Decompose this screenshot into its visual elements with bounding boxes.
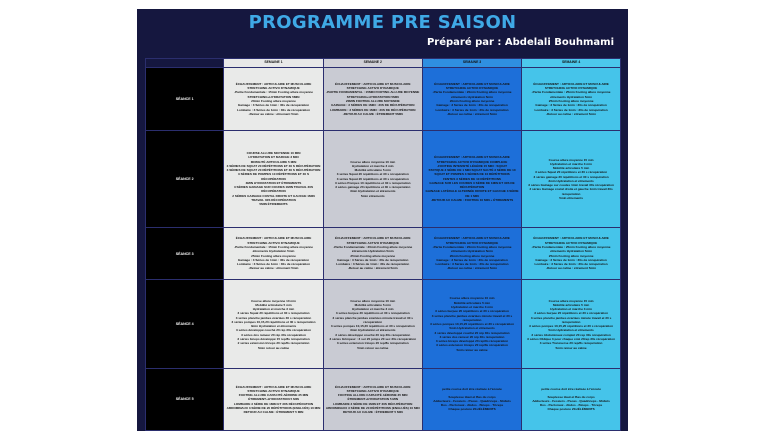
author-line: Préparé par : Abdelali Bouhmami [426, 37, 614, 48]
session-line: GAINAGE SUR LES COUDES 3 SÉRIE DE 1MIN ET 30S DE RÉCUPÉRATION [429, 180, 515, 190]
session-line: ÉCHAUFFEMENT : ARTICULAIRE ET MUSCULAIRE [235, 81, 312, 86]
session-line: 3min Hydratation et étirements [350, 189, 396, 194]
session-line: GAINAGE LATÉRALE ALTERNÉE DROITE ET GAUCHE 3 SÉRIE DE 1 MIN [425, 189, 519, 198]
session-cell [323, 280, 422, 368]
session-line: étirements Hydratation 5min [550, 249, 592, 254]
session-line: 5min étirements [360, 193, 385, 198]
session-line: 3 séries pompes 10,15,20 répétitions et 30 s récupération [430, 322, 514, 327]
session-line: -Retour au calme : étirement 5min [248, 111, 299, 116]
session-cell [224, 368, 323, 430]
session-text [326, 236, 420, 270]
session-line: 25min Footing allure moyenne [548, 253, 594, 258]
header-row [146, 59, 621, 68]
session-line: 3 séries burpee 20 répétitions et 30 s récupération [534, 311, 608, 316]
session-line: Gainage : 3 Séries de 1min : 30s de récupération [535, 257, 607, 262]
session-line: ÉTIREMENT+HYDRATATION 5 MIN [248, 397, 299, 402]
session-line: 20min Footing allure moyenne [449, 253, 495, 258]
session-text [524, 236, 618, 270]
session-line: 3 séries burpee 20 répétitions et 30 s récupération [335, 311, 410, 316]
session-line: 25min Footing allure moyenne [548, 99, 594, 104]
session-line: RETOUR AU CALME : ÉTIREMENT 5 MIN [243, 410, 304, 415]
session-text [226, 151, 320, 206]
session-line: Chaque posture 20s/ÉLÉMENTS [547, 407, 595, 412]
session-line: ABDOMINAUX 3 SÉRIE DE 20 RÉPÉTITIONS (ENGLUÉS) 10 MIN [226, 405, 321, 410]
session-line: 3 séries planche jambes écartées minute travail et 30 s récupération [431, 313, 513, 322]
session-line: Course allure moyenne 10 min [350, 298, 396, 303]
session-line: Mobilité articulaire 5 min [552, 302, 590, 307]
session-line: Adducteurs - Fessiers - Psoas - Quadriceps - Mollets [532, 398, 610, 403]
session-text [226, 236, 320, 270]
session-cell [224, 131, 323, 228]
session-cell [323, 227, 422, 280]
seance-row [146, 68, 621, 131]
session-line: 3 séries pompes 10,15,20 répétitions et 30 s récupération [529, 324, 614, 329]
session-line: 5min Hydratation et étirements [548, 328, 594, 333]
session-line: Souplesse Haut et Bas du corps [448, 394, 496, 399]
seance-label: SÉANCE 5 [146, 368, 224, 430]
session-line: -Retour au calme : étirement 5min [447, 266, 497, 271]
session-cell [522, 131, 621, 228]
session-line: 5min retour au calme [456, 347, 488, 352]
session-line: STRETCHING ACTIVO DYNAMIQUE [346, 86, 399, 91]
session-line: petite course doit être réalisée à l'écoute [442, 387, 502, 392]
session-line: 2 séries Gainage costal droite et gauche 1min travail 30s récupération [529, 187, 613, 196]
session-line: -RETOUR AU CALME : FOOTING 10 MIN + ÉTIREMENTS [430, 198, 514, 203]
session-line: 3 séries Oblique 3 pour chaque coté 20rep 30s récupération [527, 337, 616, 341]
session-line: 3 séries extension triceps 20 rep/8s récupération [436, 343, 508, 348]
session-line: 3MIN HYDRATATION ET ÉTIREMENTS [245, 180, 302, 185]
session-line: GAINAGE : 3 SÉRIES DE 1MIN : 30S DE RÉCUPÉRATION [331, 103, 415, 108]
session-line: étirements Hydratation 5min [351, 249, 394, 254]
session-line: étirements Hydratation 5min [451, 249, 493, 254]
session-line: 3 séries planche jambes écartées minute travail et 30 s récupération [530, 315, 612, 324]
session-line: FOOTING ALLURE CAPACITÉ AÉROBIE 35 MIN [338, 393, 408, 398]
session-line: Hydratation et marche 3 min [351, 307, 394, 312]
session-line: MOBILITÉ ARTICULAIRE 5 MIN [250, 159, 297, 164]
session-line: 3 SÉRIES DE SQUAT 20 RÉPÉTITIONS ET 30 S RÉCUPÉRATION [226, 163, 321, 168]
session-line: Course allure moyenne 15 min [548, 157, 594, 162]
session-line: -Partie Fondamentale : 15min Footing allure moyenne [234, 90, 313, 95]
session-text [326, 82, 420, 116]
session-line: LOMBAIRE : 3 SÉRIES DE 1MIN : 30S DE RÉCUPÉRATION [330, 107, 416, 112]
session-line: Hydratation et marche 3 min [451, 305, 493, 310]
seance-row [146, 368, 621, 430]
session-line: STRETCHING ACTIVO DYNAMIQUE [445, 86, 499, 91]
session-line: 3min Hydratation et étirements [250, 324, 297, 329]
session-line: 3 séries Transverse 20 rep/8s récupération [539, 341, 603, 346]
session-line: SQUAT ET POMPES 3 SÉRIES DE 10 RÉPÉTITIONS [434, 172, 510, 177]
session-line: 20min Footing allure moyenne [251, 99, 296, 104]
session-line: Dos - Pectoraux - Abdos - Biceps - Triceps [539, 403, 603, 408]
session-line: ÉCHAUFFEMENT : ARTICULAIRE ET MUSCULAIRE [335, 236, 411, 241]
session-cell [422, 227, 521, 280]
session-line: 3 séries planche jambes écartées minute travail et 30 s récupération [332, 315, 414, 324]
session-line: STRETCHING ACTIVO DYNAMIQUE [247, 240, 300, 245]
session-line: ÉCHAUFFEMENT : ARTICULAIRE ET MUSCULAIRE [235, 236, 312, 241]
session-line: 5min retour au calme [257, 345, 290, 350]
session-line: Course allure moyenne 10 min [251, 298, 296, 303]
session-line: -Retour au calme : étirement 5min [347, 266, 398, 271]
session-line: -PARTIE FONDAMENTAL : 15MIN FOOTING ALLURE MOYENNE [326, 90, 420, 95]
session-line: 3 séries burpee 20 répétitions et 30 s récupération [435, 309, 509, 314]
session-line: FOOTING ALLURE CAPACITÉ AÉROBIE 35 MIN [238, 393, 309, 398]
session-line: Mobilité articulaire 5 min [453, 300, 491, 305]
session-line: 2 séries extension triceps 20 rep/8s récupération [237, 341, 310, 346]
session-line: 20MIN FOOTING ALLURE MOYENNE [345, 99, 400, 104]
session-line: STRETCHING ACTIVO DYNAMIQUE [247, 86, 300, 91]
session-line: Adducteurs - Fessiers - Psoas - Quadriceps - Mollets [433, 398, 511, 403]
session-line: 25min Footing allure moyenne [251, 253, 296, 258]
session-line: Course allure moyenne 10 min [350, 159, 396, 164]
session-line: 2 SÉRIES GAINAGE COSTAL DROITE ET GAUCHE 1MIN TRAVAIL 30S RÉCUPÉRATION [232, 193, 315, 203]
session-line: 3 séries Pompes 10 répétitions et 30 s récupération [335, 180, 411, 185]
session-cell [422, 280, 521, 368]
session-line: petite course doit être réalisée à l'écoute [541, 387, 601, 392]
session-text [524, 299, 618, 350]
session-cell [422, 368, 521, 430]
session-line: Hydratation et marche 3 min [550, 161, 592, 166]
session-cell [422, 131, 521, 228]
session-line: STRETCHING+HYDRATATION 5MIN [346, 94, 399, 99]
session-line: STRETCHING+HYDRATATION 5MIN [247, 94, 300, 99]
session-line: 3 séries Squat 20 répétitions et 30 s récupération [336, 176, 409, 181]
session-line: -Partie Fondamentale : 20min Footing allure moyenne [432, 90, 512, 95]
session-line: -FOOTING INTENSITÉ LÉGÈRE 15 MIN : SQUAT [437, 163, 507, 168]
session-cell [522, 68, 621, 131]
session-line: 3 séries gainage 30 répétitions et 30 s récupération [533, 174, 609, 179]
session-line: 3 séries Squat 20 répétitions et 30 s récupération [336, 172, 409, 177]
session-line: 5min Hydratation et étirements [449, 326, 495, 331]
session-line: STRETCHING ACTIVO DYNAMIQUE [445, 240, 499, 245]
session-line: STRETCHING ACTIVO DYNAMIQUE [247, 388, 300, 393]
session-text [226, 385, 320, 415]
session-text [524, 82, 618, 116]
session-line: -Retour au calme : étirement 5min [546, 111, 597, 116]
week-header: SEMAINE 1 [224, 59, 323, 68]
session-text [425, 296, 519, 351]
session-line: LOMBAIRE 3 SÉRIE DE 1MIN ET 30S RÉCUPÉRATION [233, 401, 314, 406]
session-line: -Retour au calme : étirement 5min [546, 266, 597, 271]
session-line: 3 séries gainage 20 répétitions et 30 s récupération [335, 185, 411, 190]
session-line: Lombaire : 3 Séries de 1min : 30s de récupération [336, 262, 410, 267]
session-cell [224, 227, 323, 280]
session-line: Hydratation et marche 3 min [550, 307, 592, 312]
session-line: STRETCHING ACTIVO DYNAMIQUE [346, 388, 399, 393]
session-cell [422, 68, 521, 131]
session-line: -RETOUR AU CALME : ÉTIREMENT 5MIN [342, 111, 403, 116]
session-line: 3 séries développé couché 20 rép 30s récupération [434, 330, 510, 335]
session-text [226, 82, 320, 116]
session-line: Course allure moyenne 15 min [548, 298, 594, 303]
session-line: STATIQUE 3 SÉRIE DE 1 MIN SQUAT SAUTÉ 3 SÉRIE DE 10 [428, 168, 516, 173]
session-line: STRETCHING ACTIVO DYNAMIQUE [346, 240, 399, 245]
session-text [425, 236, 519, 270]
session-line: -Partie Fondamentale : 20min Footing allure moyenne [432, 245, 512, 250]
session-line: Souplesse Haut et Bas du corps [547, 394, 595, 399]
session-line: Gainage : 3 Séries de 1min : 30s de récupération [237, 257, 310, 262]
session-line: 3 SÉRIES GAINAGE SUR COUDES 1MIN TRAVAIL 30S RÉCUPÉRATION [233, 185, 314, 194]
session-text [524, 387, 618, 411]
session-line: 5MIN ÉTIREMENTS [259, 202, 288, 207]
session-line: 3 séries pompes 10,15,20 répétitions et 30 s récupération [330, 324, 415, 329]
session-line: -Partie Fondamentale : 25min Footing allure moyenne [531, 245, 611, 250]
session-line: -Partie Fondamentale : 20min Footing allure moyenne [333, 245, 413, 250]
seance-label: SÉANCE 3 [146, 227, 224, 280]
session-line: FENTES 3 SÉRIES DE 10 RÉPÉTITIONS [443, 176, 501, 181]
session-text [326, 299, 420, 350]
session-line: Gainage : 3 Séries de 1min : 30s de récupération [237, 103, 310, 108]
session-cell [323, 131, 422, 228]
session-line: 3min Hydratation et étirements [548, 178, 594, 183]
session-line: LOMBAIRE 3 SÉRIE DE 1MIN ET 30S RÉCUPÉRATION [333, 401, 413, 406]
program-table [145, 58, 621, 431]
session-text [524, 158, 618, 201]
session-cell [224, 280, 323, 368]
session-line: RETOUR AU CALME : ÉTIREMENT 5 MIN [342, 410, 403, 415]
week-header: SEMAINE 3 [422, 59, 521, 68]
seance-row [146, 280, 621, 368]
session-text [425, 82, 519, 116]
session-line: 3 séries Grimpeur : 3 sur 20 jumps 20 sec 30s récupération [329, 337, 417, 341]
session-line: ÉCHAUFFEMENT : ARTICULAIRE ET MUSCULAIRE [335, 81, 411, 86]
session-line: Dos - Pectoraux - Abdos - Biceps - Triceps [440, 403, 504, 408]
session-line: ÉCHAUFFEMENT : ARTICULAIRE ET MUSCULAIRE [434, 155, 510, 160]
seance-row [146, 131, 621, 228]
session-line: Lombaire : 3 Séries de 1min : 30s de récupération [435, 262, 509, 267]
session-line: Gainage : 3 Séries de 1min : 30s de récupération [436, 257, 508, 262]
session-line: 3 séries dos rameur 20 rép 30s récupération [439, 334, 505, 339]
session-line: -Partie Fondamentale : 15min Footing allure moyenne [234, 245, 313, 250]
session-line: 5min retour au calme [357, 345, 389, 350]
session-line: Mobilité articulaire 5 min [552, 166, 590, 171]
session-line: Course allure moyenne 10 min [449, 296, 495, 301]
session-line: Gainage : 3 Séries de 1min : 30s de récupération [535, 103, 607, 108]
session-text [425, 155, 519, 202]
seance-row [146, 227, 621, 280]
session-line: ÉCHAUFFEMENT : ARTICULAIRE ET MUSCULAIRE [434, 236, 510, 241]
session-line: ÉCHAUFFEMENT : ARTICULAIRE ET MUSCULAIRE [434, 81, 510, 86]
session-cell [522, 280, 621, 368]
session-line: Lombaire : 3 Séries de 1min : 30s de récupération [534, 262, 608, 267]
session-line: 3 séries extension triceps 20 rep/8s récupération [336, 341, 409, 346]
session-line: 20min Footing allure moyenne [449, 99, 495, 104]
session-line: 3 séries Squat 20 répétitions et 30 s récupération [535, 170, 608, 175]
session-line: Gainage : 3 Séries de 1min : 30s de récupération [337, 257, 409, 262]
session-line: Mobilité articulaire 5 min [354, 168, 391, 173]
session-line: -Partie Fondamentale : 25min Footing allure moyenne [531, 90, 611, 95]
session-line: Hydratation et marche 3 min [351, 163, 394, 168]
session-cell [323, 68, 422, 131]
program-sheet [137, 9, 628, 431]
session-line: étirements Hydratation 5min [550, 94, 592, 99]
session-line: 3 séries biceps développé 20 rep/8s récupération [435, 339, 509, 344]
session-line: HYDRATATION ET MARCHE 3 MIN [248, 155, 299, 160]
session-line: STRETCHING ACTIVO DYNAMIQUE [544, 86, 598, 91]
session-line: 3 séries développé couché 20 rép 30s récupération [236, 328, 311, 333]
corner-cell [146, 59, 224, 68]
session-line: 3 séries Squat 20 répétitions et 30 s récupération [237, 311, 310, 316]
session-line: Lombaire : 3 Séries de 1min : 30s de récupération [236, 107, 311, 112]
page-title: PROGRAMME PRE SAISON [248, 12, 517, 33]
session-line: ÉTIREMENT+HYDRATATION 5 MIN [347, 397, 399, 402]
session-line: Lombaire : 3 Séries de 1min : 30s de récupération [236, 262, 311, 267]
session-line: 3 SÉRIES DE POMPES 10 RÉPÉTITIONS ET 30 S RÉCUPÉRATION [238, 172, 310, 181]
session-line: ABDOMINAUX 3 SÉRIE DE 20 RÉPÉTITIONS (ENGLUÉS) 10 MIN [325, 405, 420, 410]
session-line: ÉCHAUFFEMENT : ARTICULAIRE ET MUSCULAIRE [533, 81, 609, 86]
session-line: 3 séries pompes 10,15,20 répétitions et 30 s récupération [231, 319, 316, 324]
session-line: 5min étirements [559, 195, 583, 200]
session-line: 3 séries biceps développé 15 rep/8s récupération [237, 337, 310, 341]
seance-label: SÉANCE 2 [146, 131, 224, 228]
session-cell [323, 368, 422, 430]
session-cell [522, 368, 621, 430]
session-line: Chaque posture 20s/ÉLÉMENTS [448, 407, 496, 412]
session-line: Mobilité articulaire 5 min [354, 302, 391, 307]
session-line: -Retour au calme : étirement 5min [248, 266, 299, 271]
session-line: STRETCHING ACTIVO DYNAMIQUE [544, 240, 598, 245]
session-text [226, 299, 320, 350]
session-line: 3 séries planche jambes écartées 30 s récupération [235, 315, 312, 320]
seance-label: SÉANCE 1 [146, 68, 224, 131]
session-line: 3 séries Gainage sur coudes 1min travail 30s récupération [528, 183, 614, 188]
session-line: -Retour au calme : étirement 5min [447, 111, 497, 116]
session-line: étirements Hydratation 5min [451, 94, 493, 99]
seance-label: SÉANCE 4 [146, 280, 224, 368]
session-line: 3 séries développé couché 20 rép 30s récupération [335, 332, 411, 337]
session-line: ÉCHAUFFEMENT : ARTICULAIRE ET MUSCULAIRE [335, 384, 411, 389]
session-line: 3 SÉRIES DE SQUAT 20 RÉPÉTITIONS ET 30 S RÉCUPÉRATION [226, 168, 321, 173]
session-cell [522, 227, 621, 280]
session-cell [224, 68, 323, 131]
session-line: ÉCHAUFFEMENT : ARTICULAIRE ET MUSCULAIRE [235, 384, 312, 389]
session-line: 25min Footing allure moyenne [350, 253, 396, 258]
session-line: 5min retour au calme [555, 345, 587, 350]
session-line: ÉCHAUFFEMENT : ARTICULAIRE ET MUSCULAIRE [533, 236, 609, 241]
session-text [326, 160, 420, 198]
session-line: COURSE ALLURE MOYENNE 10 MIN [246, 151, 301, 156]
session-text [425, 387, 519, 411]
session-line: STRETCHING ACTIVO DYNAMIQUE COMPLEXE [436, 159, 508, 164]
session-line: 3min Hydratation et étirements [350, 328, 396, 333]
session-line: étirements Hydratation 5min [252, 249, 295, 254]
session-text [326, 385, 420, 415]
session-line: 3 séries dos rameur 20 rép 30s récupération [241, 332, 306, 337]
week-header: SEMAINE 2 [323, 59, 422, 68]
session-line: Gainage : 3 Séries de 1min : 30s de récupération [436, 103, 508, 108]
session-line: 3 séries Abdominaux complet 20 rep 30s récupération [531, 332, 611, 337]
session-line: Lombaire : 3 Séries de 1min : 30s de récupération [534, 107, 608, 112]
session-line: Hydratation et marche 3 min [252, 307, 295, 312]
week-header: SEMAINE 4 [522, 59, 621, 68]
session-line: Mobilité articulaire 5 min [255, 302, 292, 307]
session-line: Lombaire : 3 Séries de 1min : 30s de récupération [435, 107, 509, 112]
